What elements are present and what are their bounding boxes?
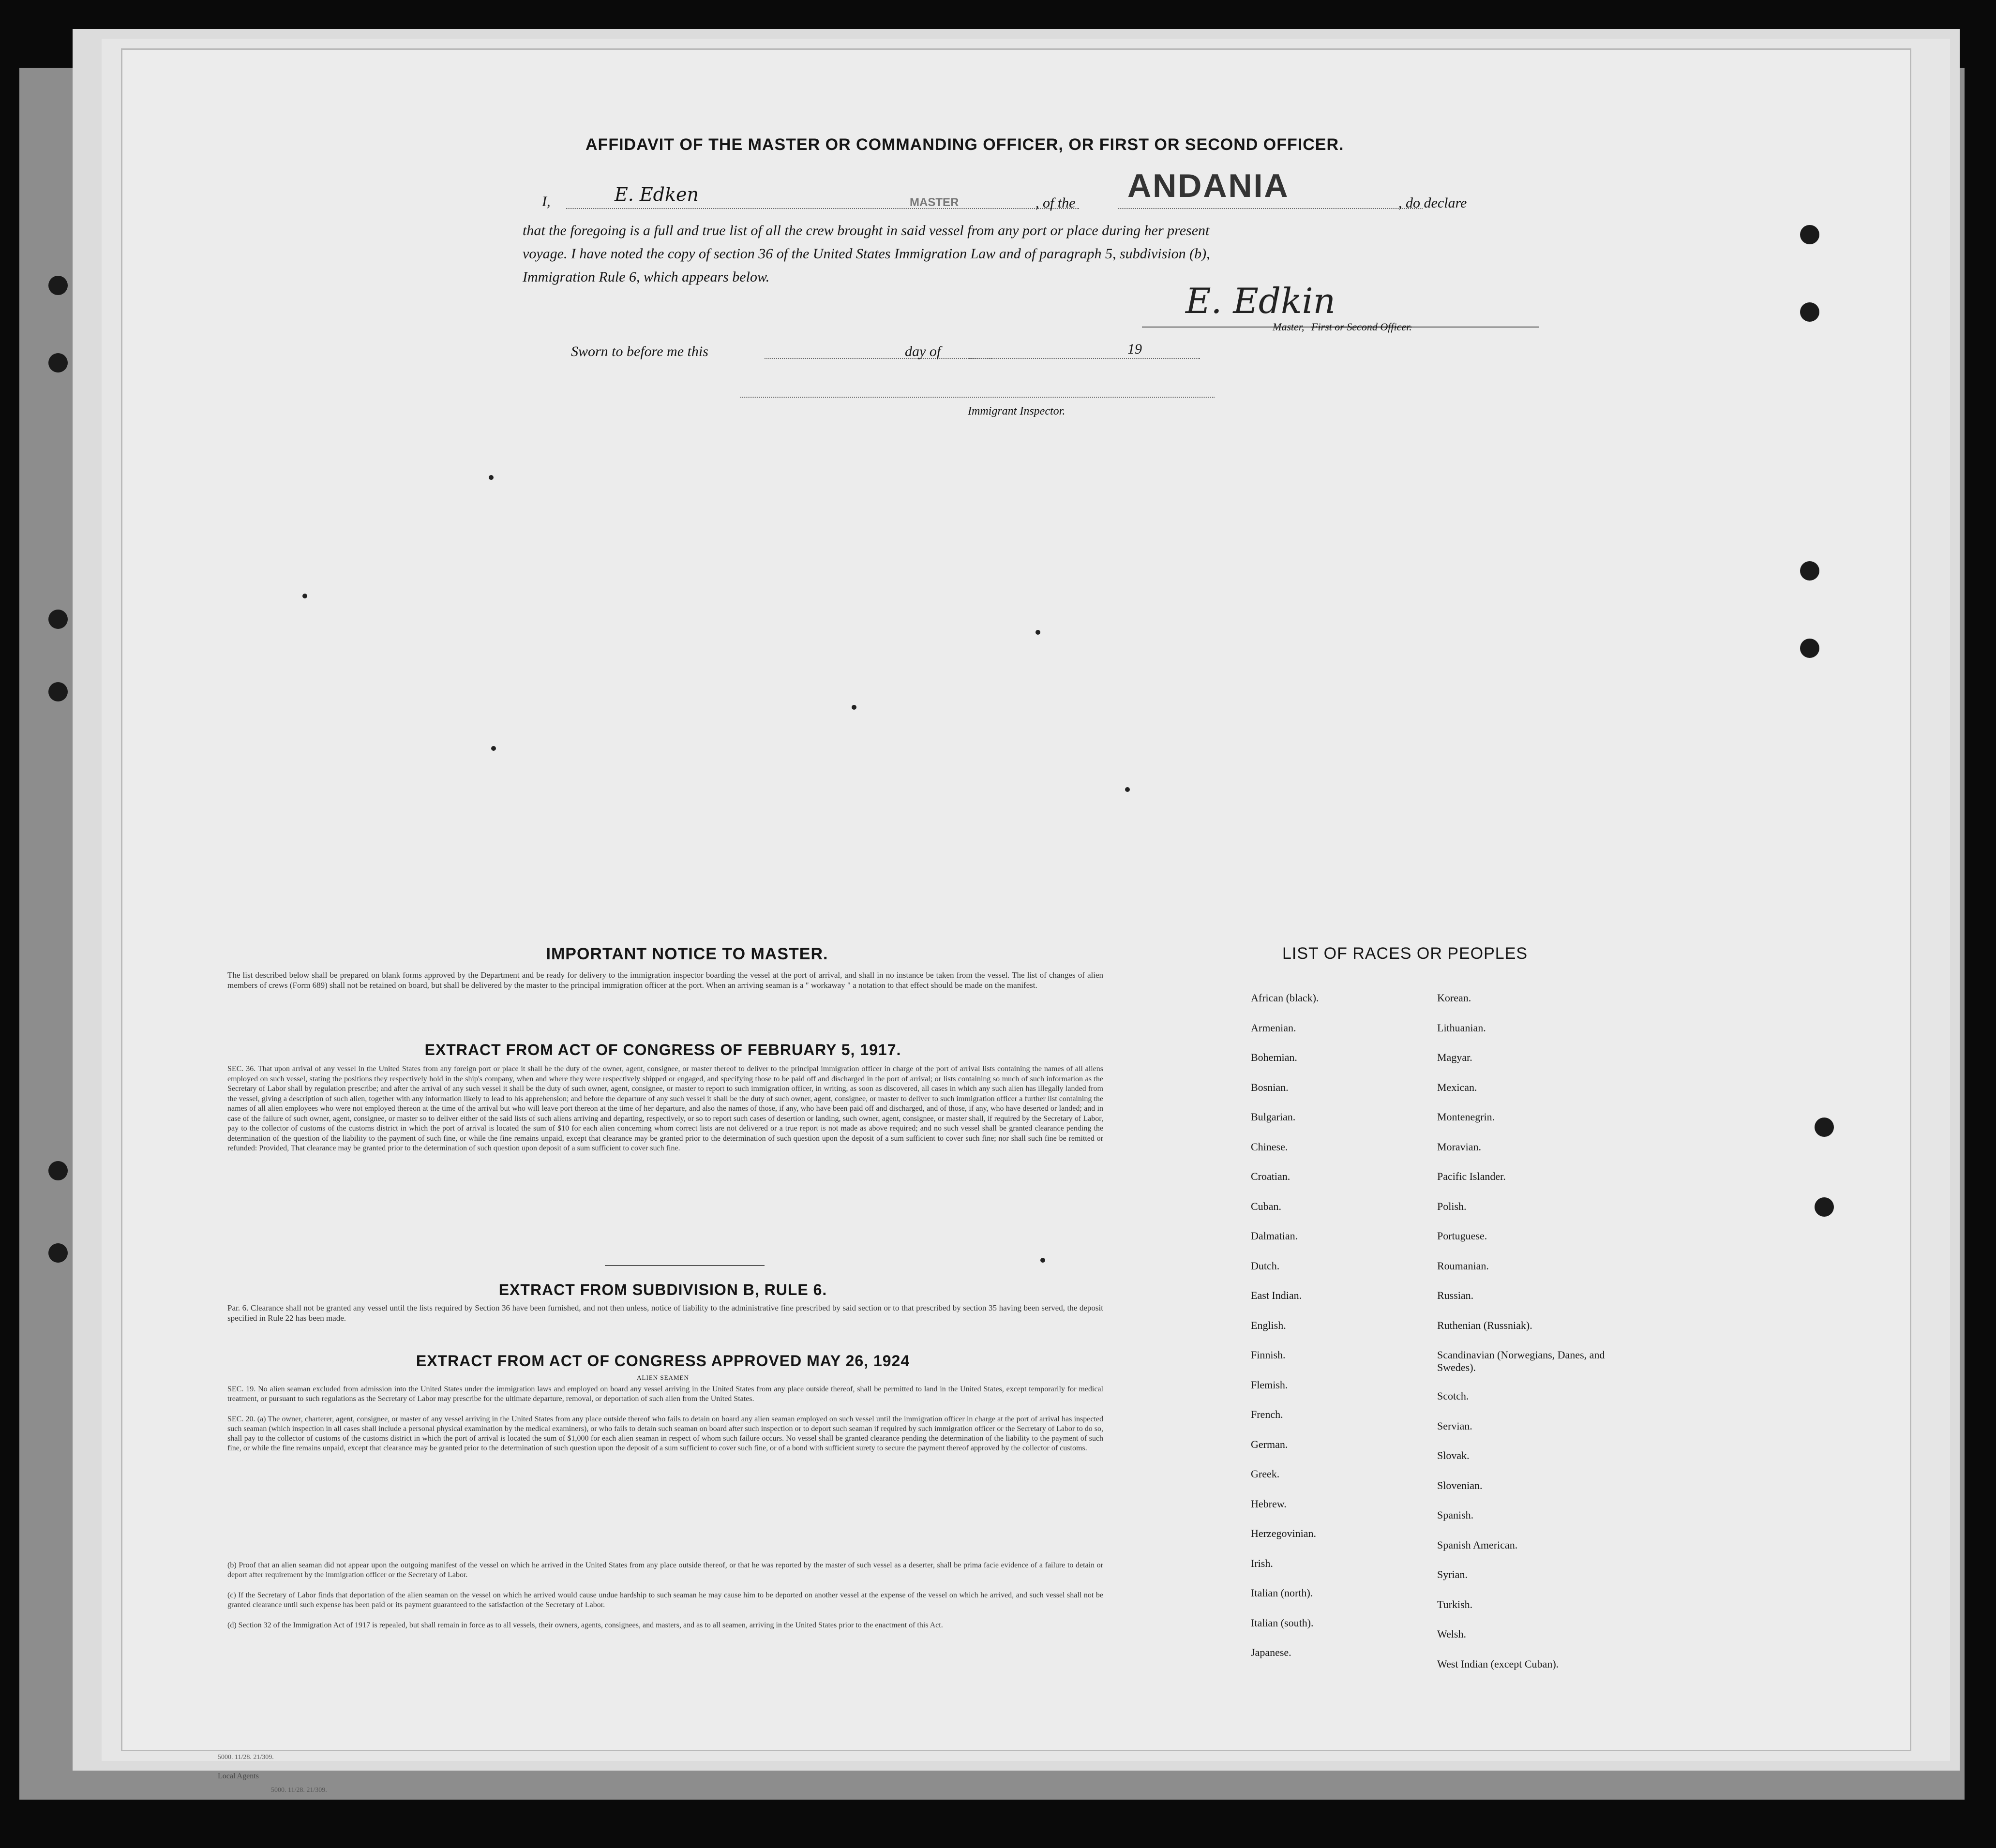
race-item: Scotch. bbox=[1437, 1390, 1469, 1402]
local-agents-label: Local Agents bbox=[218, 1772, 259, 1780]
master-name-handwritten: E. Edken bbox=[615, 184, 699, 205]
extract-1917-title: EXTRACT FROM ACT OF CONGRESS OF FEBRUARY 5, 1917. bbox=[424, 1041, 901, 1058]
race-item: Finnish. bbox=[1251, 1349, 1286, 1361]
of-the-label: , of the bbox=[1036, 195, 1076, 211]
race-item: Italian (south). bbox=[1251, 1616, 1314, 1629]
vessel-line bbox=[1118, 208, 1423, 209]
affidavit-prefix: I, bbox=[542, 194, 551, 209]
race-item: Herzegovinian. bbox=[1251, 1527, 1316, 1539]
punch-hole bbox=[1800, 225, 1819, 244]
race-item: English. bbox=[1251, 1319, 1286, 1331]
race-item: Slovenian. bbox=[1437, 1479, 1483, 1491]
punch-hole bbox=[1800, 302, 1819, 322]
stray-mark bbox=[302, 594, 307, 598]
race-item: West Indian (except Cuban). bbox=[1437, 1657, 1559, 1670]
sworn-day-line bbox=[765, 358, 992, 359]
affidavit-body-line2: voyage. I have noted the copy of section 36 of the United States Immigration Law and of paragraph 5, subdivision (b), bbox=[523, 246, 1210, 262]
race-item: Irish. bbox=[1251, 1557, 1273, 1569]
affidavit-body-line1: that the foregoing is a full and true list of all the crew brought in said vessel from any port or place during her present bbox=[523, 223, 1210, 238]
signature-caption-struck: First or Second Officer. bbox=[1311, 321, 1412, 333]
sworn-prefix: Sworn to before me this bbox=[571, 343, 708, 359]
affidavit-heading: AFFIDAVIT OF THE MASTER OR COMMANDING OFFICER, OR FIRST OR SECOND OFFICER. bbox=[585, 135, 1344, 154]
race-item: Polish. bbox=[1437, 1200, 1467, 1212]
extract-1924-title: EXTRACT FROM ACT OF CONGRESS APPROVED MAY 26, 1924 bbox=[416, 1352, 910, 1370]
extract-rule6-body: Par. 6. Clearance shall not be granted any vessel until the lists required by Section 36 have been furnished, and not then unless, notice of liability to the administrative fine prescribed by said section or to that prescribed by section 35 having been served, the deposit specified in Rule 22 has been made. bbox=[227, 1303, 1103, 1323]
race-item: Servian. bbox=[1437, 1419, 1472, 1432]
race-item: Cuban. bbox=[1251, 1200, 1281, 1212]
race-item: Welsh. bbox=[1437, 1628, 1466, 1640]
vessel-name: ANDANIA bbox=[1127, 167, 1290, 204]
punch-hole bbox=[1815, 1197, 1834, 1217]
section-divider bbox=[605, 1265, 765, 1266]
race-item: Italian (north). bbox=[1251, 1587, 1313, 1599]
race-item: East Indian. bbox=[1251, 1289, 1302, 1301]
race-item: Syrian. bbox=[1437, 1568, 1468, 1580]
race-item: Scandinavian (Norwegians, Danes, and Swedes). bbox=[1437, 1349, 1605, 1373]
race-item: Portuguese. bbox=[1437, 1230, 1487, 1242]
race-item: Ruthenian (Russniak). bbox=[1437, 1319, 1532, 1331]
inspector-caption: Immigrant Inspector. bbox=[968, 405, 1066, 417]
race-item: Moravian. bbox=[1437, 1140, 1482, 1153]
extract-1924-sec20d: (d) Section 32 of the Immigration Act of 1917 is repealed, but shall remain in force as to all vessels, their owners, agents, consignees, and masters, and as to all seamen, arriving in the United States prior to the enactment of this Act. bbox=[227, 1621, 943, 1629]
extract-1924-sec20c: (c) If the Secretary of Labor finds that deportation of the alien seaman on the vessel on which he arrived would cause undue hardship to such seaman he may cause him to be deported on another vessel at the expense of the vessel on which he arrived, and such vessel shall not be granted clearance until such expense has been paid or its payment guaranteed to the satisfaction of the Secretary of Labor. bbox=[227, 1591, 1103, 1609]
punch-hole bbox=[48, 353, 68, 373]
notice-body: The list described below shall be prepared on blank forms approved by the Department and be ready for delivery to the immigration inspector boarding the vessel at the port of arrival, and shall in no instance be taken from the vessel. The list of changes of alien members of crews (Form 689) shall not be retained on board, but shall be delivered by the master to the principal immigration officer at the port. When an arriving seaman is a " workaway " a notation to that effect should be made on the manifest. bbox=[227, 970, 1103, 990]
punch-hole bbox=[48, 1243, 68, 1263]
stray-mark bbox=[1036, 630, 1040, 635]
race-item: French. bbox=[1251, 1408, 1283, 1420]
signature-caption-master: Master, bbox=[1273, 321, 1305, 333]
do-declare: , do declare bbox=[1398, 195, 1467, 211]
master-signature: E. Edkin bbox=[1186, 281, 1336, 321]
race-item: Montenegrin. bbox=[1437, 1111, 1495, 1123]
races-title: LIST OF RACES OR PEOPLES bbox=[1282, 944, 1528, 963]
extract-1924-sec20b: (b) Proof that an alien seaman did not appear upon the outgoing manifest of the vessel on which he arrived in the United States from any place outside thereof, or that he was reported by the master of such vessel as a deserter, shall be prima facie evidence of a failure to detain or deport after requirement by the immigration officer or the Secretary of Labor. bbox=[227, 1561, 1103, 1579]
race-item: Flemish. bbox=[1251, 1378, 1288, 1391]
extract-rule6-title: EXTRACT FROM SUBDIVISION B, RULE 6. bbox=[498, 1281, 827, 1298]
punch-hole bbox=[48, 1161, 68, 1180]
manifest-sheet bbox=[121, 48, 1911, 1761]
stray-mark bbox=[1125, 787, 1130, 792]
race-item: Russian. bbox=[1437, 1289, 1474, 1301]
race-item: Dalmatian. bbox=[1251, 1230, 1298, 1242]
punch-hole bbox=[1815, 1118, 1834, 1137]
punch-hole bbox=[48, 682, 68, 701]
race-item: Greek. bbox=[1251, 1468, 1280, 1480]
notice-title: IMPORTANT NOTICE TO MASTER. bbox=[546, 945, 828, 963]
race-item: Dutch. bbox=[1251, 1259, 1280, 1272]
punch-hole bbox=[48, 276, 68, 295]
race-item: Hebrew. bbox=[1251, 1497, 1287, 1510]
stray-mark bbox=[852, 705, 856, 710]
race-item: Bosnian. bbox=[1251, 1081, 1289, 1093]
inspector-line bbox=[740, 397, 1215, 398]
race-item: African (black). bbox=[1251, 992, 1319, 1004]
race-item: Mexican. bbox=[1437, 1081, 1477, 1093]
sworn-year: 19 bbox=[1127, 341, 1142, 357]
punch-hole bbox=[1800, 561, 1819, 581]
race-item: Magyar. bbox=[1437, 1051, 1472, 1063]
race-item: Pacific Islander. bbox=[1437, 1170, 1506, 1182]
stray-mark bbox=[491, 746, 496, 751]
race-item: Armenian. bbox=[1251, 1021, 1296, 1034]
punch-hole bbox=[48, 610, 68, 629]
name-line bbox=[566, 208, 1079, 209]
sworn-day-label: day of bbox=[905, 343, 941, 359]
race-item: Lithuanian. bbox=[1437, 1021, 1486, 1034]
race-item: Spanish American. bbox=[1437, 1538, 1518, 1551]
affidavit-body-line3: Immigration Rule 6, which appears below. bbox=[523, 269, 770, 285]
extract-1924-sec19: SEC. 19. No alien seaman excluded from admission into the United States under the immigration laws and employed on board any vessel arriving in the United States from any place outside thereof, shall be permitted to land in the United States, except temporarily for medical treatment, or pursuant to such regulations as the Secretary of Labor may prescribe for the ultimate departure, removal, or deportation of such alien from the United States. bbox=[227, 1385, 1103, 1403]
master-stamp: MASTER bbox=[910, 196, 959, 209]
sworn-month-line bbox=[968, 358, 1200, 359]
race-item: Korean. bbox=[1437, 992, 1471, 1004]
race-item: Japanese. bbox=[1251, 1646, 1291, 1658]
race-item: Bulgarian. bbox=[1251, 1111, 1296, 1123]
extract-1924-subtitle: ALIEN SEAMEN bbox=[637, 1374, 689, 1381]
punch-hole bbox=[1800, 639, 1819, 658]
stray-mark bbox=[1040, 1258, 1045, 1263]
form-code-lower: 5000. 11/28. 21/309. bbox=[271, 1787, 327, 1794]
extract-1924-sec20a: SEC. 20. (a) The owner, charterer, agent, consignee, or master of any vessel arriving in the United States from any place outside thereof who fails to detain on board any alien seaman employed on such vessel until the immigration officer in charge at the port of arrival has inspected such seaman (which inspection in all cases shall include a personal physical examination by the medical examiners), or who fails to detain such seaman on board after such inspection or to deport such seaman if required by such immigration officer or the Secretary of Labor to do so, shall pay to the collector of customs of the customs district in which the port of arrival is located the sum of $1,000 for each alien seaman in respect of whom such failure occurs. No vessel shall be granted clearance pending the determination of the liability to the payment of such fine, or while the fine remains unpaid, except that clearance may be granted prior to the determination of such question upon the deposit of a sum sufficient to cover such fine, or of a bond with sufficient surety to secure the payment thereof approved by the collector of customs. bbox=[227, 1415, 1103, 1452]
race-item: Spanish. bbox=[1437, 1509, 1474, 1521]
race-item: Bohemian. bbox=[1251, 1051, 1297, 1063]
extract-1917-body: SEC. 36. That upon arrival of any vessel in the United States from any foreign port or place it shall be the duty of the owner, agent, consignee, or master thereof to deliver to the principal immigration officer in charge of the port of arrival lists containing the names of all aliens employed on such vessel, stating the positions they respectively hold in the ship's company, when and where they were respectively shipped or engaged, and specifying those to be paid off and discharged in the port of arrival; or lists containing so much of such information as the Secretary of Labor shall by regulation prescribe; and after the arrival of any such vessel it shall be the duty of such owner, agent, consignee, or master to report to such immigration officer, in writing, as soon as discovered, all cases in which any such alien has illegally landed from the vessel, giving a description of such alien, together with any information likely to lead to his apprehension; and before the departure of any such vessel it shall be the duty of such owner, agent, consignee, or master to deliver to such immigration officer a further list containing the names of all alien employees who were not employed thereon at the time of the arrival but who will leave port thereon at the time of her departure, and also the names of those, if any, who have been paid off and discharged, and of those, if any, who have deserted or landed; and in case of the failure of such owner, agent, consignee, or master so to deliver either of the said lists of such aliens arriving and departing, respectively, or so to report such cases of desertion or landing, such owner, agent, consignee, or master shall, if required by the Secretary of Labor, pay to the collector of customs of the customs district in which the port of arrival is located the sum of $10 for each alien concerning whom correct lists are not delivered or a true report is not made as above required; and no such vessel shall be granted clearance pending the determination of the question of the liability to the payment of such fine, or while the fine remains unpaid, except that clearance may be granted prior to the determination of such question upon the deposit of a sum sufficient to cover such fine; nor shall such fine be remitted or refunded: Provided, That clearance may be granted prior to the determination of such question upon deposit of a sum sufficient to cover such fine. bbox=[227, 1065, 1103, 1152]
race-item: Chinese. bbox=[1251, 1140, 1288, 1153]
race-item: Croatian. bbox=[1251, 1170, 1291, 1182]
form-code: 5000. 11/28. 21/309. bbox=[218, 1754, 274, 1761]
race-item: Turkish. bbox=[1437, 1598, 1473, 1610]
race-item: German. bbox=[1251, 1438, 1288, 1450]
stray-mark bbox=[489, 475, 494, 480]
race-item: Roumanian. bbox=[1437, 1259, 1489, 1272]
race-item: Slovak. bbox=[1437, 1449, 1470, 1461]
